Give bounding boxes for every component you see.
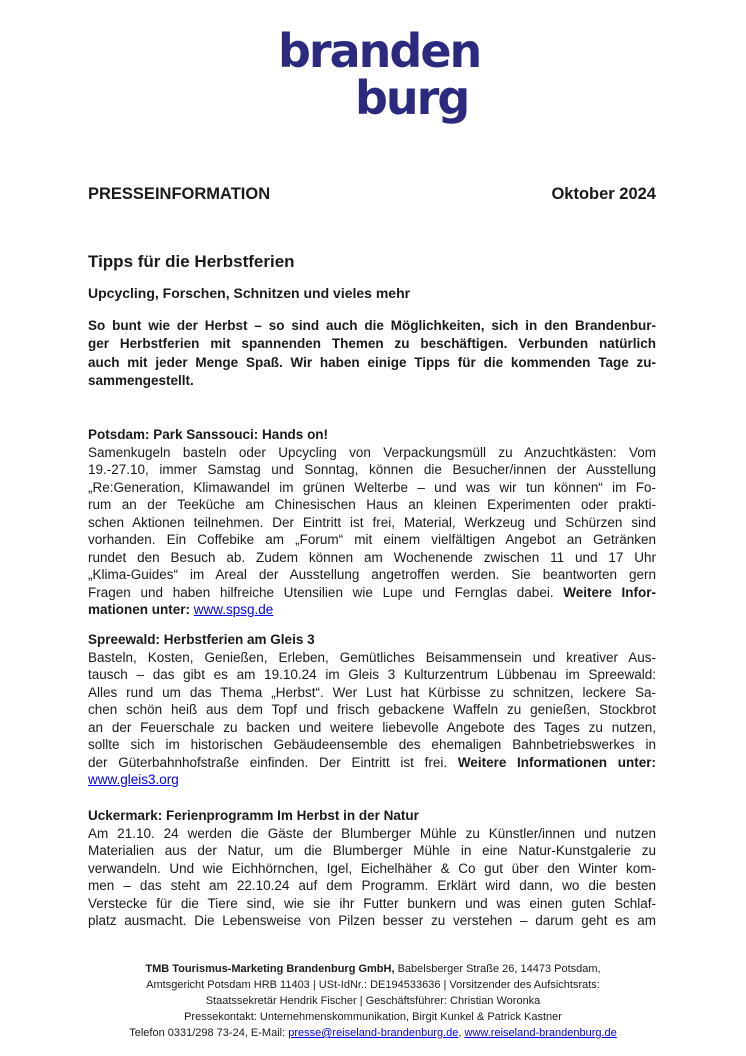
logo-line-1: branden bbox=[278, 24, 481, 78]
body-line bbox=[88, 479, 656, 497]
section-spreewald bbox=[88, 631, 656, 789]
brandenburg-logo bbox=[278, 24, 481, 125]
text: Amtsgericht Potsdam HRB 11403 | USt-IdNr.: DE194533636 | Vorsitzender des Aufsichtsrats: bbox=[146, 979, 600, 991]
intro-paragraph bbox=[88, 317, 656, 390]
text: vorhanden. Ein Coffebike am „Forum“ mit einem vielfältigen Angebot an Getränken bbox=[88, 532, 656, 547]
text: Am 21.10. 24 werden die Gäste der Blumberger Mühle zu Künstler/innen und nutzen bbox=[88, 825, 656, 841]
body-line bbox=[88, 584, 656, 602]
text: Basteln, Kosten, Genießen, Erleben, Gemütliches Beisammensein und kreativer Aus- bbox=[88, 649, 656, 665]
body-line bbox=[88, 877, 656, 895]
text: „Re:Generation, Klimawandel im grünen Welterbe – und was wir tun können“ im Fo- bbox=[88, 479, 656, 495]
page-subtitle: Upcycling, Forschen, Schnitzen und vieles mehr bbox=[88, 285, 411, 301]
footer-line bbox=[60, 1009, 686, 1025]
body-line bbox=[88, 719, 656, 737]
logo-line-2: burg bbox=[355, 71, 469, 125]
body-line bbox=[88, 754, 656, 772]
footer-line bbox=[60, 977, 686, 993]
text: Telefon 0331/298 73-24, E-Mail: bbox=[129, 1027, 289, 1039]
text: men – das steht am 22.10.24 auf dem Programm. Erklärt wird dann, wo die besten bbox=[88, 878, 656, 893]
text: chen schön heiß aus dem Topf und frisch gebackene Waffeln zu genießen, Stockbrot bbox=[88, 702, 656, 717]
text: Samenkugeln basteln oder Upcycling von Verpackungsmüll zu Anzuchtkästen: Vom bbox=[88, 444, 656, 460]
text: schen Aktionen teilnehmen. Der Eintritt ist frei, Material, Werkzeug und Schürzen sind bbox=[88, 514, 656, 530]
body-line bbox=[88, 895, 656, 913]
body-line bbox=[88, 649, 656, 667]
body-line bbox=[88, 461, 656, 479]
text: Pressekontakt: Unternehmenskommunikation, Birgit Kunkel & Patrick Kastner bbox=[184, 1011, 562, 1023]
footer-line bbox=[60, 993, 686, 1009]
text: sollte sich im historischen Gebäudeensemble des ehemaligen Bahnbetriebswerkes in bbox=[88, 737, 656, 752]
footer-line bbox=[60, 961, 686, 977]
body-line bbox=[88, 701, 656, 719]
text: rundet den Besuch ab. Zudem können am Wochenende zwischen 11 und 17 Uhr bbox=[88, 549, 656, 565]
document-date: Oktober 2024 bbox=[551, 185, 656, 203]
text: Materialien aus der Natur, um die Blumberger Mühle in eine Natur-Kunstgalerie zu bbox=[88, 843, 656, 858]
body-line bbox=[88, 771, 656, 789]
text: verwandeln. Und wie Eichhörnchen, Igel, Eichelhäher & Co gut über den Winter kom- bbox=[88, 860, 656, 876]
link[interactable]: www.reiseland-brandenburg.de bbox=[464, 1027, 617, 1039]
section-potsdam bbox=[88, 426, 656, 619]
text: der Güterbahnhofstraße einfinden. Der Eintritt ist frei. bbox=[88, 754, 458, 770]
text: an der Feuerschale zu backen und weitere liebevolle Angebote des Tages zu nutzen, bbox=[88, 719, 656, 735]
intro-line: sammengestellt. bbox=[88, 372, 194, 388]
body-line bbox=[88, 601, 656, 619]
body-line bbox=[88, 444, 656, 462]
text: platz ausmacht. Die Lebensweise von Pilzen besser zu verstehen – darum geht es am bbox=[88, 913, 656, 928]
section-heading: Uckermark: Ferienprogramm Im Herbst in der Natur bbox=[88, 808, 419, 823]
section-uckermark bbox=[88, 807, 656, 930]
bold-text: Weitere Infor- bbox=[563, 584, 656, 600]
body-line bbox=[88, 825, 656, 843]
text: rum an der Teeküche am Chinesischen Haus an kleinen Experimenten oder prakti- bbox=[88, 497, 656, 512]
text: tausch – das gibt es am 19.10.24 im Gleis 3 Kulturzentrum Lübbenau im Spreewald: bbox=[88, 667, 656, 682]
text: , bbox=[458, 1027, 465, 1039]
text: Babelsberger Straße 26, 14473 Potsdam, bbox=[394, 963, 601, 975]
text: Fragen und haben hilfreiche Utensilien wie Lupe und Fernglas dabei. bbox=[88, 584, 564, 600]
text: Verstecke für die Tiere sind, wie sie ihr Futter bunkern und was einen guten Schlaf- bbox=[88, 895, 656, 911]
body-line bbox=[88, 531, 656, 549]
intro-line: ger Herbstferien mit spannenden Themen zu beschäftigen. Verbunden natürlich bbox=[88, 336, 656, 352]
body-line bbox=[88, 666, 656, 684]
intro-line: So bunt wie der Herbst – so sind auch die Möglichkeiten, sich in den Brandenbur- bbox=[88, 318, 656, 333]
body-line bbox=[88, 860, 656, 878]
body-line bbox=[88, 566, 656, 584]
bold-text: mationen unter: bbox=[88, 602, 194, 617]
bold-text: TMB Tourismus-Marketing Brandenburg GmbH, bbox=[145, 963, 395, 975]
body-line bbox=[88, 514, 656, 532]
text: 19.-27.10, immer Samstag und Sonntag, können die Besucher/innen der Ausstellung bbox=[88, 462, 656, 477]
text: „Klima-Guides“ im Areal der Ausstellung angetroffen werden. Sie beantworten gern bbox=[88, 567, 656, 582]
body-line bbox=[88, 684, 656, 702]
document-type-label: PRESSEINFORMATION bbox=[88, 185, 271, 203]
intro-line: auch mit jeder Menge Spaß. Wir haben einige Tipps für die kommenden Tage zu- bbox=[88, 354, 656, 370]
link[interactable]: presse@reiseland-brandenburg.de bbox=[288, 1027, 459, 1039]
body-line bbox=[88, 912, 656, 930]
body-line bbox=[88, 496, 656, 514]
bold-text: Weitere Informationen unter: bbox=[457, 754, 656, 770]
body-line bbox=[88, 842, 656, 860]
text: Alles rund um das Thema „Herbst“. Wer Lust hat Kürbisse zu schnitzen, leckere Sa- bbox=[88, 684, 656, 700]
body-line bbox=[88, 549, 656, 567]
link[interactable]: www.gleis3.org bbox=[88, 772, 179, 787]
footer-line bbox=[60, 1025, 686, 1041]
body-line bbox=[88, 736, 656, 754]
footer-imprint bbox=[60, 961, 686, 1041]
section-heading: Potsdam: Park Sanssouci: Hands on! bbox=[88, 427, 329, 442]
link[interactable]: www.spsg.de bbox=[193, 602, 274, 617]
section-heading: Spreewald: Herbstferien am Gleis 3 bbox=[88, 632, 315, 647]
text: Staatssekretär Hendrik Fischer | Geschäftsführer: Christian Woronka bbox=[205, 995, 541, 1007]
page-title: Tipps für die Herbstferien bbox=[88, 252, 295, 271]
